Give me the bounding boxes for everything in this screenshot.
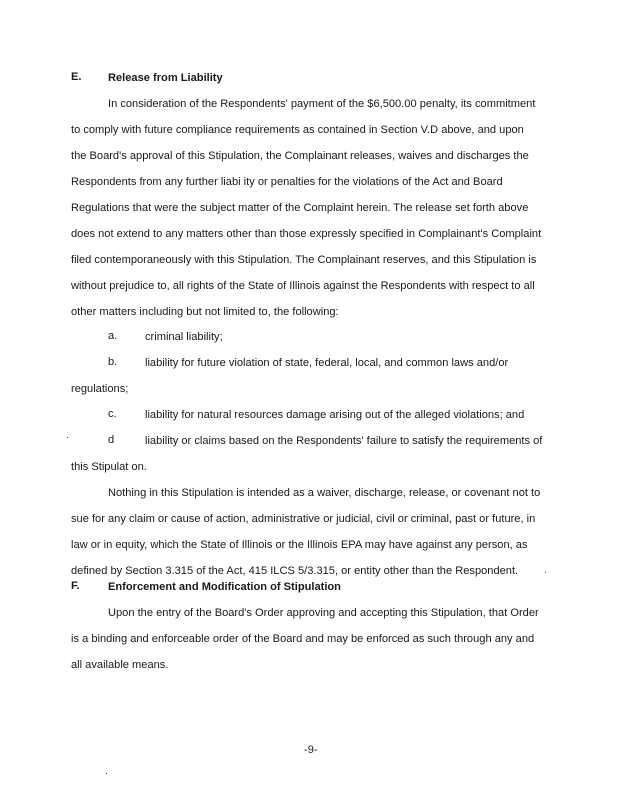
scan-speck (545, 572, 546, 573)
para-line: the Board's approval of this Stipulation, the Complainant releases, waives and discharges the (71, 150, 529, 162)
para-line: Respondents from any further liabi ity or penalties for the violations of the Act and Board (71, 176, 503, 188)
list-item-letter-c: c. (108, 408, 117, 420)
scan-speck (67, 437, 68, 438)
para2-line: sue for any claim or cause of action, administrative or judicial, civil or criminal, past or future, in (71, 513, 536, 525)
section-e-title: Release from Liability (108, 72, 223, 84)
para-f-line: is a binding and enforceable order of the Board and may be enforced as such through any and (71, 633, 535, 645)
scan-speck (106, 773, 107, 774)
list-item-b-continuation: regulations; (71, 383, 129, 395)
page-number: -9- (304, 744, 318, 756)
para-line: without prejudice to, all rights of the State of Illinois against the Respondents with respect to all (71, 280, 535, 292)
list-item-letter-b: b. (108, 356, 118, 368)
section-f-letter: F. (71, 580, 80, 592)
list-item-c: liability for natural resources damage arising out of the alleged violations; and (145, 409, 525, 421)
para-line: other matters including but not limited to, the following: (71, 306, 339, 318)
list-item-b: liability for future violation of state, federal, local, and common laws and/or (145, 357, 509, 369)
list-item-a: criminal liability; (145, 331, 223, 343)
para-line: Regulations that were the subject matter of the Complaint herein. The release set forth above (71, 202, 529, 214)
list-item-d-continuation: this Stipulat on. (71, 461, 147, 473)
para-f-line: Upon the entry of the Board's Order approving and accepting this Stipulation, that Order (108, 607, 539, 619)
list-item-letter-a: a. (108, 330, 118, 342)
list-item-d: liability or claims based on the Respondents' failure to satisfy the requirements of (145, 435, 543, 447)
para2-line: law or in equity, which the State of Illinois or the Illinois EPA may have against any person, as (71, 539, 528, 551)
para-line: to comply with future compliance requirements as contained in Section V.D above, and upon (71, 124, 524, 136)
section-e-letter: E. (71, 71, 82, 83)
para2-line: defined by Section 3.315 of the Act, 415 ILCS 5/3.315, or entity other than the Respondent. (71, 565, 519, 577)
para-line: does not extend to any matters other than those expressly specified in Complainant's Complaint (71, 228, 542, 240)
list-item-letter-d: d (108, 434, 115, 446)
para-f-line: all available means. (71, 659, 169, 671)
para-line: In consideration of the Respondents' payment of the $6,500.00 penalty, its commitment (108, 98, 536, 110)
para-line: filed contemporaneously with this Stipulation. The Complainant reserves, and this Stipulation is (71, 254, 537, 266)
section-f-title: Enforcement and Modification of Stipulation (108, 581, 341, 593)
para2-line: Nothing in this Stipulation is intended as a waiver, discharge, release, or covenant not to (108, 487, 541, 499)
